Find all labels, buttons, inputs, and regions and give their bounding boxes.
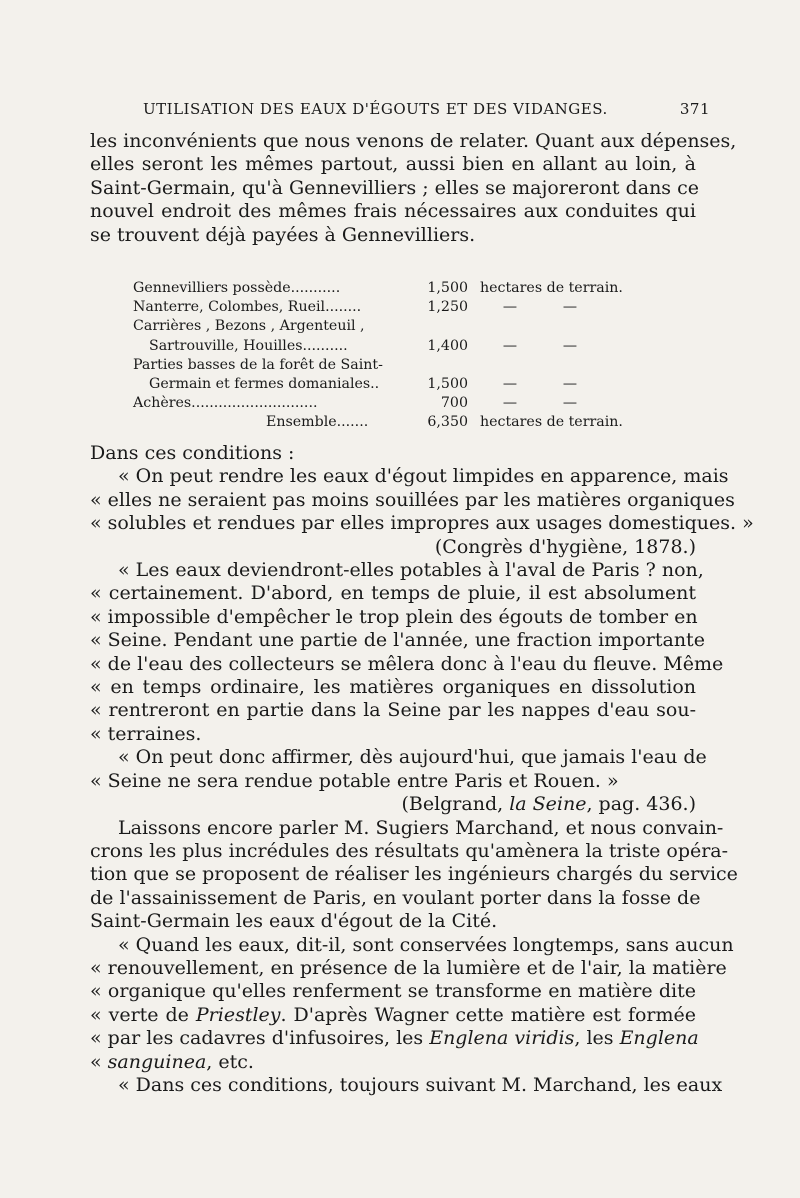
- text-line: « On peut rendre les eaux d'égout limpides en apparence, mais: [118, 465, 729, 488]
- running-header: [143, 100, 710, 118]
- text-line: elles seront les mêmes partout, aussi bien en allant au loin, à: [90, 153, 696, 176]
- text-line: « On peut donc affirmer, dès aujourd'hui, que jamais l'eau de: [118, 746, 707, 769]
- text-line: « rentreront en partie dans la Seine par les nappes d'eau sou-: [90, 699, 696, 722]
- table-row: Sartrouville, Houilles.......... 1,400 — —: [149, 337, 578, 354]
- text-line: « en temps ordinaire, les matières organiques en dissolution: [90, 676, 696, 699]
- text-line: « certainement. D'abord, en temps de pluie, il est absolument: [90, 582, 696, 605]
- text-line: « Seine ne sera rendue potable entre Paris et Rouen. »: [90, 769, 619, 792]
- text-line: tion que se proposent de réaliser les ingénieurs chargés du service: [90, 863, 738, 886]
- text-line: se trouvent déjà payées à Gennevilliers.: [90, 223, 476, 246]
- text-line: « organique qu'elles renferment se transforme en matière dite: [90, 980, 696, 1003]
- table-row: Nanterre, Colombes, Rueil........ 1,250 — —: [133, 299, 578, 316]
- text-line: Dans ces conditions :: [90, 442, 295, 464]
- text-line: Saint-Germain, qu'à Gennevilliers ; elles se majoreront dans ce: [90, 176, 699, 199]
- main-text: [90, 442, 754, 1097]
- text-line: « Dans ces conditions, toujours suivant M. Marchand, les eaux: [118, 1073, 723, 1096]
- text-line: « Quand les eaux, dit-il, sont conservées longtemps, sans aucun: [118, 933, 734, 956]
- text-line: « terraines.: [90, 722, 202, 745]
- table-row: Gennevilliers possède........... 1,500 hectares de terrain.: [133, 280, 623, 296]
- text-line: « de l'eau des collecteurs se mêlera donc à l'eau du fleuve. Même: [90, 652, 724, 675]
- text-line: « elles ne seraient pas moins souillées par les matières organiques: [90, 488, 735, 511]
- text-line: Saint-Germain les eaux d'égout de la Cité.: [90, 910, 498, 933]
- table-row: Parties basses de la forêt de Saint-: [133, 356, 383, 373]
- text-line: « Les eaux deviendront-elles potables à l'aval de Paris ? non,: [118, 559, 704, 582]
- text-line: « sanguinea, etc.: [90, 1050, 254, 1073]
- text-line: « impossible d'empêcher le trop plein des égouts de tomber en: [90, 605, 698, 628]
- land-table: [133, 279, 633, 433]
- text-line: « solubles et rendues par elles impropres aux usages domestiques. »: [90, 512, 754, 535]
- text-line: nouvel endroit des mêmes frais nécessaires aux conduites qui: [90, 200, 696, 223]
- text-line: de l'assainissement de Paris, en voulant porter dans la fosse de: [90, 886, 701, 909]
- table-row: Carrières , Bezons , Argenteuil ,: [133, 318, 365, 335]
- citation: (Belgrand, la Seine, pag. 436.): [401, 793, 696, 816]
- table-total-row: Ensemble....... 6,350 hectares de terrain.: [266, 414, 623, 431]
- text-line: Laissons encore parler M. Sugiers Marchand, et nous convain-: [118, 816, 724, 839]
- text-line: « renouvellement, en présence de la lumière et de l'air, la matière: [90, 956, 727, 979]
- page-number: 371: [679, 100, 710, 118]
- citation: (Congrès d'hygiène, 1878.): [434, 535, 696, 558]
- table-row: Germain et fermes domaniales.. 1,500 — —: [149, 376, 578, 393]
- text-line: les inconvénients que nous venons de relater. Quant aux dépenses,: [90, 130, 737, 152]
- text-line: « Seine. Pendant une partie de l'année, une fraction importante: [90, 629, 705, 652]
- text-line: crons les plus incrédules des résultats qu'amènera la triste opéra-: [90, 839, 729, 862]
- text-line: « par les cadavres d'infusoires, les Englena viridis, les Englena: [90, 1027, 699, 1050]
- running-title: UTILISATION DES EAUX D'ÉGOUTS ET DES VIDANGES.: [143, 100, 608, 118]
- text-line: « verte de Priestley. D'après Wagner cette matière est formée: [90, 1003, 697, 1026]
- table-row: Achères............................ 700 — —: [133, 395, 578, 412]
- paragraph-1: [90, 130, 737, 247]
